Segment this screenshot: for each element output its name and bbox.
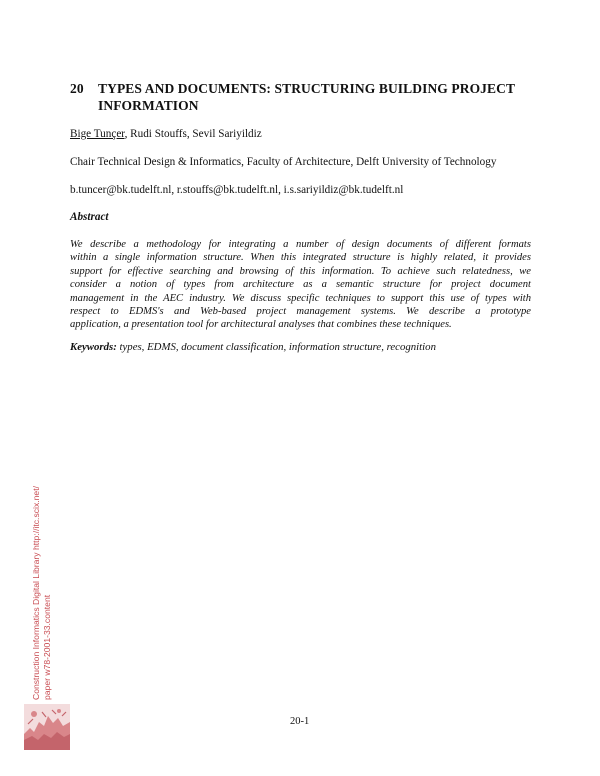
abstract-line: respect to EDMS's and Web-based project management systems. We describe a prototype bbox=[70, 306, 531, 318]
chapter-title bbox=[70, 80, 540, 114]
first-author: Bige Tunçer bbox=[70, 128, 125, 140]
chapter-number: 20 bbox=[70, 81, 84, 96]
keywords-text: types, EDMS, document classification, information structure, recognition bbox=[119, 341, 436, 353]
author-list bbox=[70, 127, 262, 141]
abstract-line: consider a notion of types from architecture as a semantic structure for project document bbox=[70, 279, 531, 291]
author-emails: b.tuncer@bk.tudelft.nl, r.stouffs@bk.tudelft.nl, i.s.sariyildiz@bk.tudelft.nl bbox=[70, 184, 404, 196]
side-stamp bbox=[31, 486, 53, 700]
side-stamp-line2: paper w78-2001-33.content bbox=[42, 594, 52, 700]
chapter-title-text: TYPES AND DOCUMENTS: STRUCTURING BUILDING PROJECT INFORMATION bbox=[98, 81, 515, 113]
keywords bbox=[70, 340, 436, 354]
abstract-line: management in the AEC industry. We discuss specific techniques to support this use of types with bbox=[70, 292, 531, 304]
abstract-line: support for effective searching and browsing of this information. To achieve such relatedness, we bbox=[70, 265, 531, 277]
abstract-line: application, a presentation tool for architectural analyses that combines these techniques. bbox=[70, 319, 452, 331]
other-authors: , Rudi Stouffs, Sevil Sariyildiz bbox=[124, 128, 262, 140]
side-stamp-line1: Construction Informatics Digital Library http://itc.scix.net/ bbox=[31, 486, 41, 700]
abstract-heading: Abstract bbox=[70, 211, 109, 223]
page-number: 20-1 bbox=[290, 716, 310, 727]
library-logo-icon bbox=[24, 704, 70, 750]
keywords-label: Keywords: bbox=[70, 341, 117, 353]
abstract-line: within a single information structure. When this integrated structure is highly related, it provides bbox=[70, 252, 531, 264]
abstract-body bbox=[70, 238, 531, 332]
affiliation: Chair Technical Design & Informatics, Faculty of Architecture, Delft University of Technology bbox=[70, 156, 497, 168]
abstract-line: We describe a methodology for integrating a number of design documents of different formats bbox=[70, 239, 531, 250]
